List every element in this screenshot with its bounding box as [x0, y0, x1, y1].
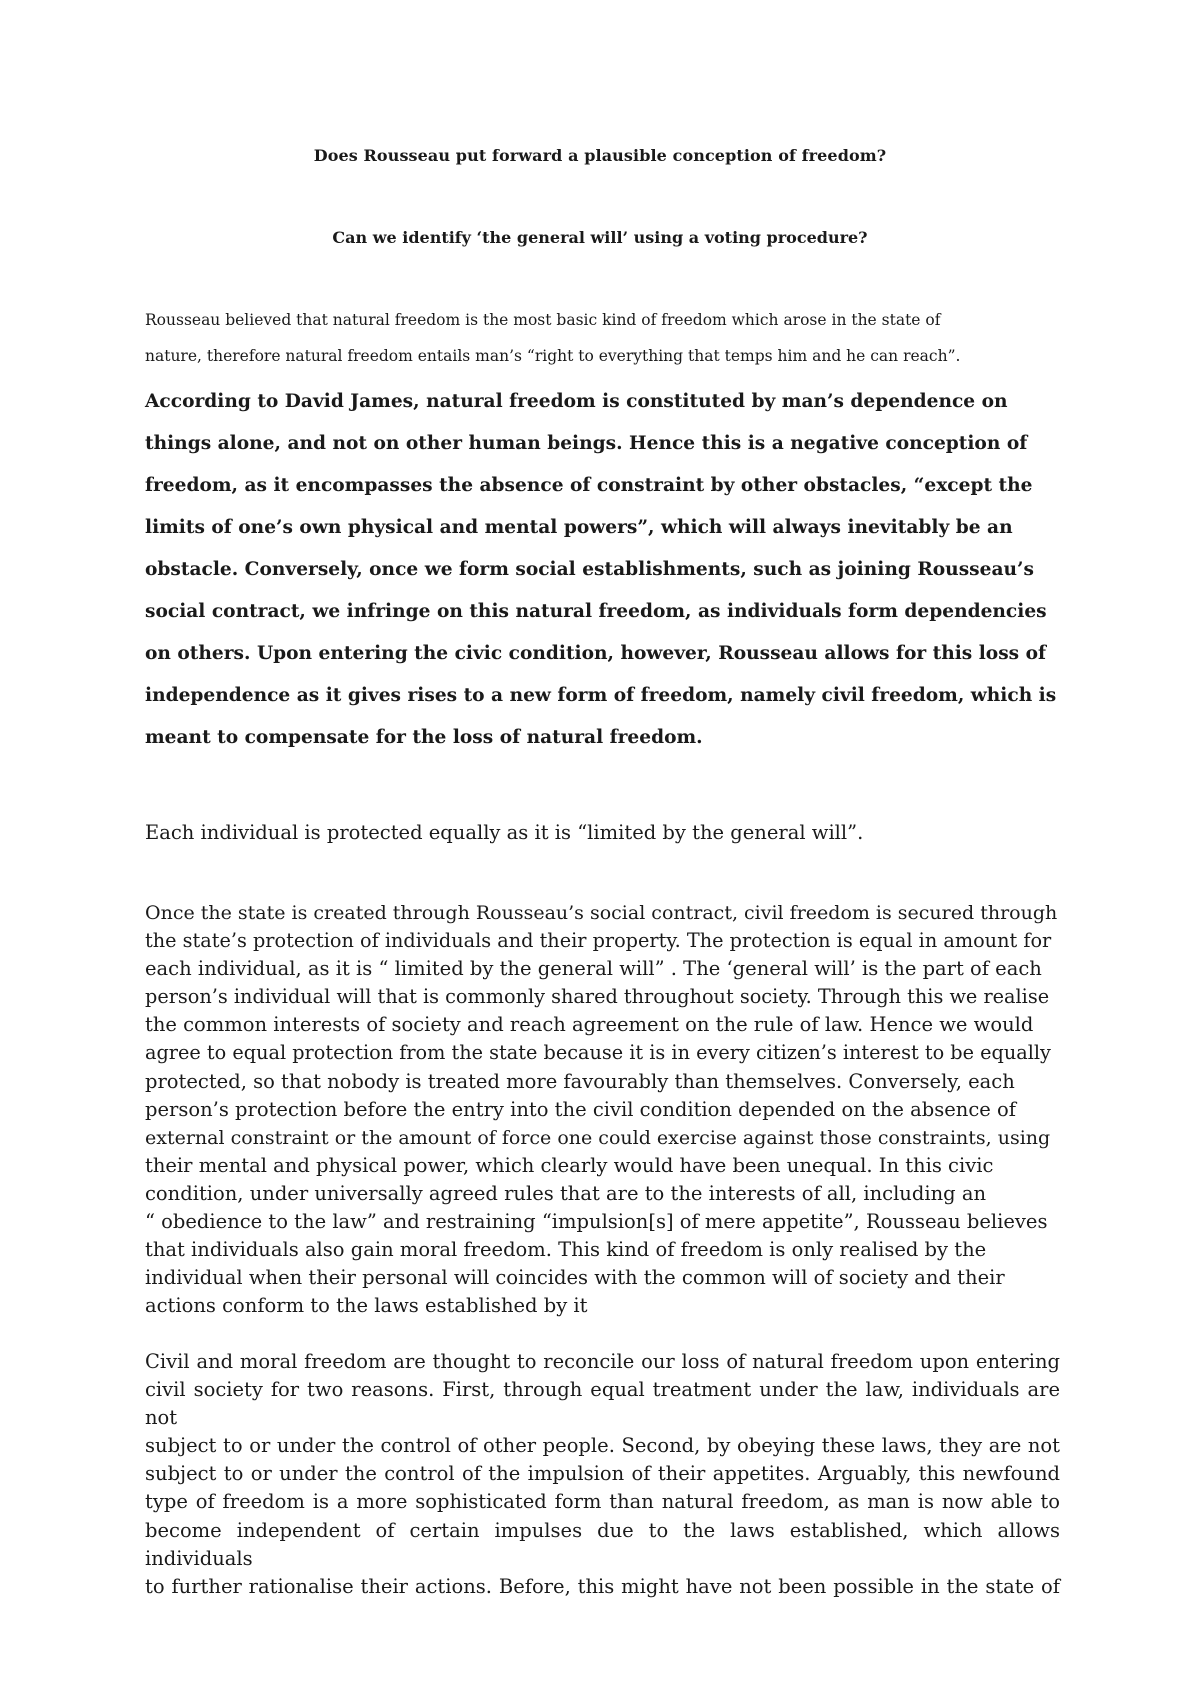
- text-line: each individual, as it is “ limited by the general will” . The ‘general will’ is the part of each: [145, 957, 1042, 981]
- text-line: on others. Upon entering the civic condition, however, Rousseau allows for this loss of: [145, 643, 1046, 664]
- body-paragraph-1: [145, 899, 1060, 1320]
- text-line: “ obedience to the law” and restraining “impulsion[s] of mere appetite”, Rousseau believes: [145, 1210, 1048, 1234]
- text-line: limits of one’s own physical and mental powers”, which will always inevitably be an: [145, 517, 1013, 538]
- text-line: independence as it gives rises to a new form of freedom, namely civil freedom, which is: [145, 685, 1057, 706]
- text-line: person’s protection before the entry into the civil condition depended on the absence of: [145, 1097, 1016, 1121]
- text-line: the state’s protection of individuals and their property. The protection is equal in amount for: [145, 929, 1052, 953]
- text-line: civil society for two reasons. First, through equal treatment under the law, individuals are not: [145, 1378, 1060, 1430]
- intro-paragraph: [145, 302, 1055, 374]
- text-line: type of freedom is a more sophisticated form than natural freedom, as man is now able to: [145, 1490, 1060, 1514]
- text-line: protected, so that nobody is treated more favourably than themselves. Conversely, each: [145, 1069, 1015, 1093]
- text-line: condition, under universally agreed rules that are to the interests of all, including an: [145, 1181, 987, 1205]
- text-line: external constraint or the amount of force one could exercise against those constraints, using: [145, 1126, 1051, 1149]
- text-line: social contract, we infringe on this natural freedom, as individuals form dependencies: [145, 601, 1047, 622]
- single-line-paragraph: [145, 818, 1055, 848]
- text-line: that individuals also gain moral freedom. This kind of freedom is only realised by the: [145, 1238, 987, 1262]
- body-paragraph-2: [145, 1348, 1060, 1601]
- text-line: freedom, as it encompasses the absence of constraint by other obstacles, “except the: [145, 475, 1033, 496]
- text-line: things alone, and not on other human beings. Hence this is a negative conception of: [145, 433, 1028, 454]
- text-line: individual when their personal will coincides with the common will of society and their: [145, 1266, 1005, 1290]
- text-line: become independent of certain impulses due to the laws established, which allows individuals: [145, 1518, 1060, 1570]
- text-line: subject to or under the control of the impulsion of their appetites. Arguably, this newfound: [145, 1462, 1060, 1486]
- text-line: to further rationalise their actions. Before, this might have not been possible in the state of: [145, 1574, 1060, 1598]
- text-line: subject to or under the control of other people. Second, by obeying these laws, they are not: [145, 1434, 1060, 1458]
- document-subtitle: Can we identify ‘the general will’ using a voting procedure?: [332, 228, 868, 247]
- text-line: their mental and physical power, which clearly would have been unequal. In this civic: [145, 1153, 994, 1177]
- document-title: Does Rousseau put forward a plausible conception of freedom?: [313, 146, 887, 165]
- text-line: agree to equal protection from the state because it is in every citizen’s interest to be equally: [145, 1041, 1051, 1065]
- text-line: actions conform to the laws established by it: [145, 1294, 588, 1318]
- text-line: Once the state is created through Rousseau’s social contract, civil freedom is secured through: [145, 902, 1058, 924]
- text-line: person’s individual will that is commonly shared throughout society. Through this we realise: [145, 985, 1050, 1009]
- text-line: Rousseau believed that natural freedom is the most basic kind of freedom which arose in the state of: [145, 311, 941, 329]
- text-line: Each individual is protected equally as it is “limited by the general will”.: [145, 821, 864, 844]
- text-line: obstacle. Conversely, once we form social establishments, such as joining Rousseau’s: [145, 559, 1034, 580]
- text-line: nature, therefore natural freedom entails man’s “right to everything that temps him and he can reach”.: [145, 347, 961, 365]
- text-line: Civil and moral freedom are thought to reconcile our loss of natural freedom upon entering: [145, 1350, 1060, 1373]
- text-line: meant to compensate for the loss of natural freedom.: [145, 727, 703, 748]
- text-line: the common interests of society and reach agreement on the rule of law. Hence we would: [145, 1013, 1034, 1037]
- text-line: According to David James, natural freedom is constituted by man’s dependence on: [145, 391, 1008, 412]
- bold-paragraph: [145, 381, 1060, 759]
